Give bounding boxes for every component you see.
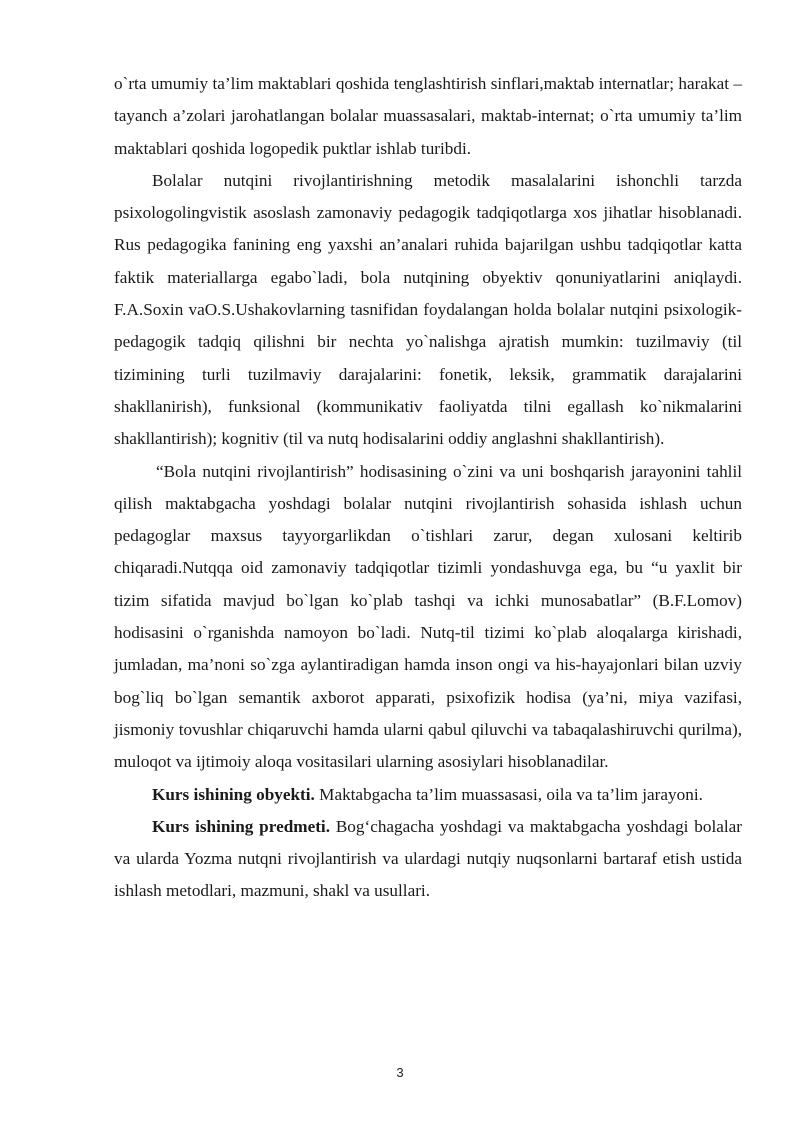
course-subject-text: Bog‘chagacha yoshdagi va maktabgacha yoshdagi bolalar va ularda Yozma nutqni rivojlantirish va ulardagi nutqiy nuqsonlarni bartaraf etish ustida ishlash metodlari, mazmuni, shakl va usullari. [114,816,742,901]
course-object-text: Maktabgacha ta’lim muassasasi, oila va ta’lim jarayoni. [314,784,703,804]
paragraph-continuation: o`rta umumiy ta’lim maktablari qoshida tenglashtirish sinflari,maktab internatlar; harakat – tayanch a’zolari jarohatlangan bolalar muassasalari, maktab-internat; o`rta umumiy ta’lim maktablari qoshida logopedik puktlar ishlab turibdi. [114,74,742,158]
document-page [114,68,742,908]
page-number: 3 [396,1065,404,1080]
course-subject-label: Kurs ishining predmeti. [152,816,330,836]
paragraph-methodology: Bolalar nutqini rivojlantirishning metodik masalalarini ishonchli tarzda psixologolingvistik asoslash zamonaviy pedagogik tadqiqotlarga xos jihatlar hisoblanadi. Rus pedagogika fanining eng yaxshi an’analari ruhida bajarilgan ushbu tadqiqotlar katta faktik materiallarga egabo`ladi, bola nutqining obyektiv qonuniyatlarini aniqlaydi. F.A.Soxin vaO.S.Ushakovlarning tasnifidan foydalangan holda bolalar nutqini psixologik-pedagogik tadqiq qilishni bir nechta yo`nalishga ajratish mumkin: tuzilmaviy (til tizimining turli tuzilmaviy darajalarini: fonetik, leksik, grammatik darajalarini shakllanirish), funksional (kommunikativ faoliyatda tilni egallash ko`nikmalarini shakllantirish); kognitiv (til va nutq hodisalarini oddiy anglashni shakllantirish). [114,170,742,449]
paragraph-speech-development: “Bola nutqini rivojlantirish” hodisasining o`zini va uni boshqarish jarayonini tahlil qilish maktabgacha yoshdagi bolalar nutqini rivojlantirish sohasida ishlash uchun pedagoglar maxsus tayyorgarlikdan o`tishlari zarur, degan xulosani keltirib chiqaradi.Nutqqa oid zamonaviy tadqiqotlar tizimli yondashuvga ega, bu “u yaxlit bir tizim sifatida mavjud bo`lgan ko`plab tashqi va ichki munosabatlar” (B.F.Lomov) hodisasini o`rganishda namoyon bo`ladi. Nutq-til tizimi ko`plab aloqalarga kirishadi, jumladan, ma’noni so`zga aylantiradigan hamda inson ongi va his-hayajonlari bilan uzviy bog`liq bo`lgan semantik axborot apparati, psixofizik hodisa (ya’ni, miya vazifasi, jismoniy tovushlar chiqaruvchi hamda ularni qabul qiluvchi va tabaqalashiruvchi qurilma), muloqot va ijtimoiy aloqa vositasilari ularning asosiylari hisoblanadilar. [114,461,742,772]
course-object-label: Kurs ishining obyekti. [152,784,315,804]
paragraph-course-object [114,779,742,811]
paragraph-course-subject [114,811,742,908]
